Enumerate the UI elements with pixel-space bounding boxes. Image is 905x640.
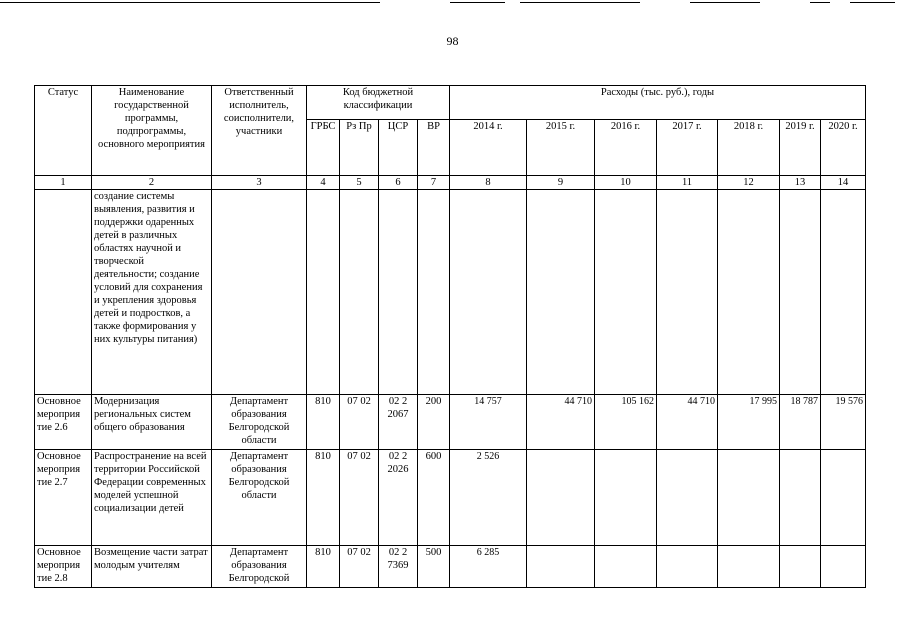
header-year: 2017 г. <box>657 120 718 176</box>
col-number: 9 <box>527 176 595 190</box>
row-value: 14 757 <box>450 395 527 450</box>
row-value: 2 526 <box>450 450 527 546</box>
row-grbs: 810 <box>307 395 340 450</box>
row-value <box>450 190 527 395</box>
header-year: 2020 г. <box>821 120 866 176</box>
row-value: 44 710 <box>527 395 595 450</box>
row-status: Основное мероприя тие 2.7 <box>35 450 92 546</box>
top-rule <box>850 2 895 3</box>
col-number: 12 <box>718 176 780 190</box>
col-number: 8 <box>450 176 527 190</box>
row-name: Возмещение части затрат молодым учителям <box>92 546 212 588</box>
row-value <box>821 546 866 588</box>
row-value <box>718 190 780 395</box>
header-name: Наименование государственной программы, подпрограммы, основного мероприятия <box>92 86 212 176</box>
row-value <box>718 546 780 588</box>
header-year: 2018 г. <box>718 120 780 176</box>
table-row <box>35 546 866 588</box>
col-number: 11 <box>657 176 718 190</box>
header-vr: ВР <box>418 120 450 176</box>
row-value <box>718 450 780 546</box>
row-value: 18 787 <box>780 395 821 450</box>
row-grbs: 810 <box>307 450 340 546</box>
row-value: 44 710 <box>657 395 718 450</box>
row-value <box>821 450 866 546</box>
row-responsible: Департамент образования Белгородской области <box>212 395 307 450</box>
row-value <box>527 190 595 395</box>
row-value: 17 995 <box>718 395 780 450</box>
row-value <box>595 190 657 395</box>
header-year: 2016 г. <box>595 120 657 176</box>
header-year: 2014 г. <box>450 120 527 176</box>
row-status: Основное мероприя тие 2.8 <box>35 546 92 588</box>
col-number: 5 <box>340 176 379 190</box>
col-number: 4 <box>307 176 340 190</box>
col-number: 6 <box>379 176 418 190</box>
row-vr: 200 <box>418 395 450 450</box>
row-name: Распространение на всей территории Российской Федерации современных моделей успешной социализации детей <box>92 450 212 546</box>
col-number: 10 <box>595 176 657 190</box>
row-name: Модернизация региональных систем общего образования <box>92 395 212 450</box>
top-rule <box>450 2 505 3</box>
column-number-row <box>35 176 866 190</box>
row-rzpr: 07 02 <box>340 395 379 450</box>
row-value <box>595 546 657 588</box>
row-responsible: Департамент образования Белгородской области <box>212 450 307 546</box>
expenses-table <box>34 85 866 588</box>
row-value: 105 162 <box>595 395 657 450</box>
row-value <box>780 546 821 588</box>
row-csr: 02 2 2026 <box>379 450 418 546</box>
header-year: 2015 г. <box>527 120 595 176</box>
col-number: 7 <box>418 176 450 190</box>
row-csr <box>379 190 418 395</box>
header-year: 2019 г. <box>780 120 821 176</box>
row-rzpr: 07 02 <box>340 546 379 588</box>
row-rzpr: 07 02 <box>340 450 379 546</box>
row-vr: 600 <box>418 450 450 546</box>
row-value <box>527 546 595 588</box>
row-status <box>35 190 92 395</box>
table-row <box>35 395 866 450</box>
row-csr: 02 2 2067 <box>379 395 418 450</box>
col-number: 2 <box>92 176 212 190</box>
page-number: 98 <box>446 34 459 48</box>
table-row <box>35 190 866 395</box>
col-number: 14 <box>821 176 866 190</box>
row-value <box>657 546 718 588</box>
row-value <box>780 190 821 395</box>
row-status: Основное мероприя тие 2.6 <box>35 395 92 450</box>
header-budget-code: Код бюджетной классификации <box>307 86 450 120</box>
table-row <box>35 450 866 546</box>
col-number: 13 <box>780 176 821 190</box>
col-number: 1 <box>35 176 92 190</box>
header-grbs: ГРБС <box>307 120 340 176</box>
row-vr <box>418 190 450 395</box>
row-value <box>780 450 821 546</box>
row-value <box>657 450 718 546</box>
row-responsible: Департамент образования Белгородской <box>212 546 307 588</box>
header-csr: ЦСР <box>379 120 418 176</box>
row-vr: 500 <box>418 546 450 588</box>
row-responsible <box>212 190 307 395</box>
header-status: Статус <box>35 86 92 176</box>
header-rzpr: Рз Пр <box>340 120 379 176</box>
row-grbs: 810 <box>307 546 340 588</box>
top-rule <box>520 2 640 3</box>
row-rzpr <box>340 190 379 395</box>
top-rule <box>810 2 830 3</box>
header-responsible: Ответственный исполнитель, соисполнители, участники <box>212 86 307 176</box>
header-expenses: Расходы (тыс. руб.), годы <box>450 86 866 120</box>
col-number: 3 <box>212 176 307 190</box>
row-value: 6 285 <box>450 546 527 588</box>
row-csr: 02 2 7369 <box>379 546 418 588</box>
top-rule <box>690 2 760 3</box>
top-rule <box>0 2 380 3</box>
row-value <box>821 190 866 395</box>
row-name: создание системы выявления, развития и поддержки одаренных детей в различных областях научной и творческой деятельности; создание условий для сохранения и укрепления здоровья детей и подростков, а также формирования у них культуры питания) <box>92 190 212 395</box>
row-value <box>657 190 718 395</box>
row-value: 19 576 <box>821 395 866 450</box>
row-value <box>595 450 657 546</box>
row-grbs <box>307 190 340 395</box>
row-value <box>527 450 595 546</box>
